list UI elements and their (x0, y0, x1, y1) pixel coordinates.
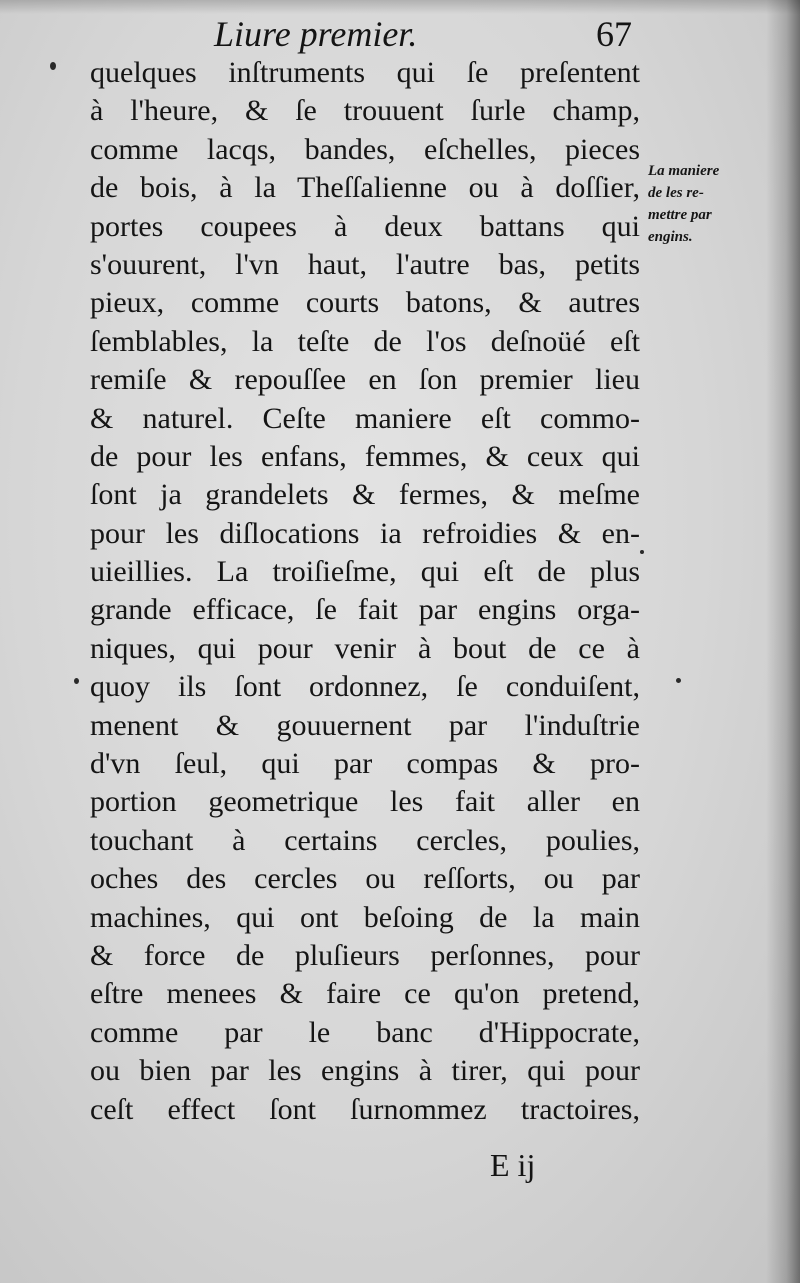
text-line: ou bien par les engins à tirer, qui pour (90, 1054, 640, 1088)
text-line: pour les diſlocations ia refroidies & en- (90, 516, 640, 550)
ink-speck (50, 62, 56, 70)
page-top-shadow (0, 0, 800, 14)
text-line: comme par le banc d'Hippocrate, (90, 1015, 640, 1049)
text-line: grande efficace, ſe fait par engins orga- (90, 593, 640, 627)
margin-note-line: La maniere (648, 163, 720, 179)
text-line: quoy ils ſont ordonnez, ſe conduiſent, (90, 670, 640, 704)
body-text (90, 54, 640, 1129)
text-line: pieux, comme courts batons, & autres (90, 286, 640, 320)
text-line: oches des cercles ou reſſorts, ou par (90, 862, 640, 896)
text-line: ſont ja grandelets & fermes, & meſme (90, 478, 640, 512)
margin-note-line: engins. (648, 229, 693, 245)
text-line: comme lacqs, bandes, eſchelles, pieces (90, 132, 640, 166)
margin-note-line: de les re- (648, 185, 704, 201)
text-line: de bois, à la Theſſalienne ou à doſſier, (90, 171, 640, 205)
ink-speck (676, 678, 681, 683)
text-line: de pour les enfans, femmes, & ceux qui (90, 439, 640, 473)
running-title: Liure premier. (214, 14, 418, 54)
text-line: à l'heure, & ſe trouuent ſurle champ, (90, 94, 640, 128)
catchword-signature: E ij (490, 1147, 536, 1183)
ink-speck (74, 678, 79, 684)
text-line: quelques inſtruments qui ſe preſentent (90, 56, 640, 89)
text-line: ſemblables, la teſte de l'os deſnoüé eſt (90, 324, 640, 358)
text-line: d'vn ſeul, qui par compas & pro- (90, 747, 640, 781)
text-line: uieillies. La troiſieſme, qui eſt de plus (90, 555, 640, 589)
text-line: portion geometrique les fait aller en (90, 785, 640, 819)
ink-speck (640, 550, 644, 554)
text-line: & force de pluſieurs perſonnes, pour (90, 938, 640, 972)
margin-note (648, 160, 798, 248)
text-line: portes coupees à deux battans qui (90, 209, 640, 243)
text-line: machines, qui ont beſoing de la main (90, 900, 640, 934)
text-line: ceſt effect ſont ſurnommez tractoires, (90, 1092, 640, 1126)
margin-note-line: mettre par (648, 207, 712, 223)
page-number: 67 (596, 14, 632, 54)
text-line: s'ouurent, l'vn haut, l'autre bas, petits (90, 247, 640, 281)
text-line: niques, qui pour venir à bout de ce à (90, 631, 640, 665)
text-line: & naturel. Ceſte maniere eſt commo- (90, 401, 640, 435)
text-line: eſtre menees & faire ce qu'on pretend, (90, 977, 640, 1011)
text-line: remiſe & repouſſee en ſon premier lieu (90, 363, 640, 397)
text-line: touchant à certains cercles, poulies, (90, 823, 640, 857)
text-line: menent & gouuernent par l'induſtrie (90, 708, 640, 742)
